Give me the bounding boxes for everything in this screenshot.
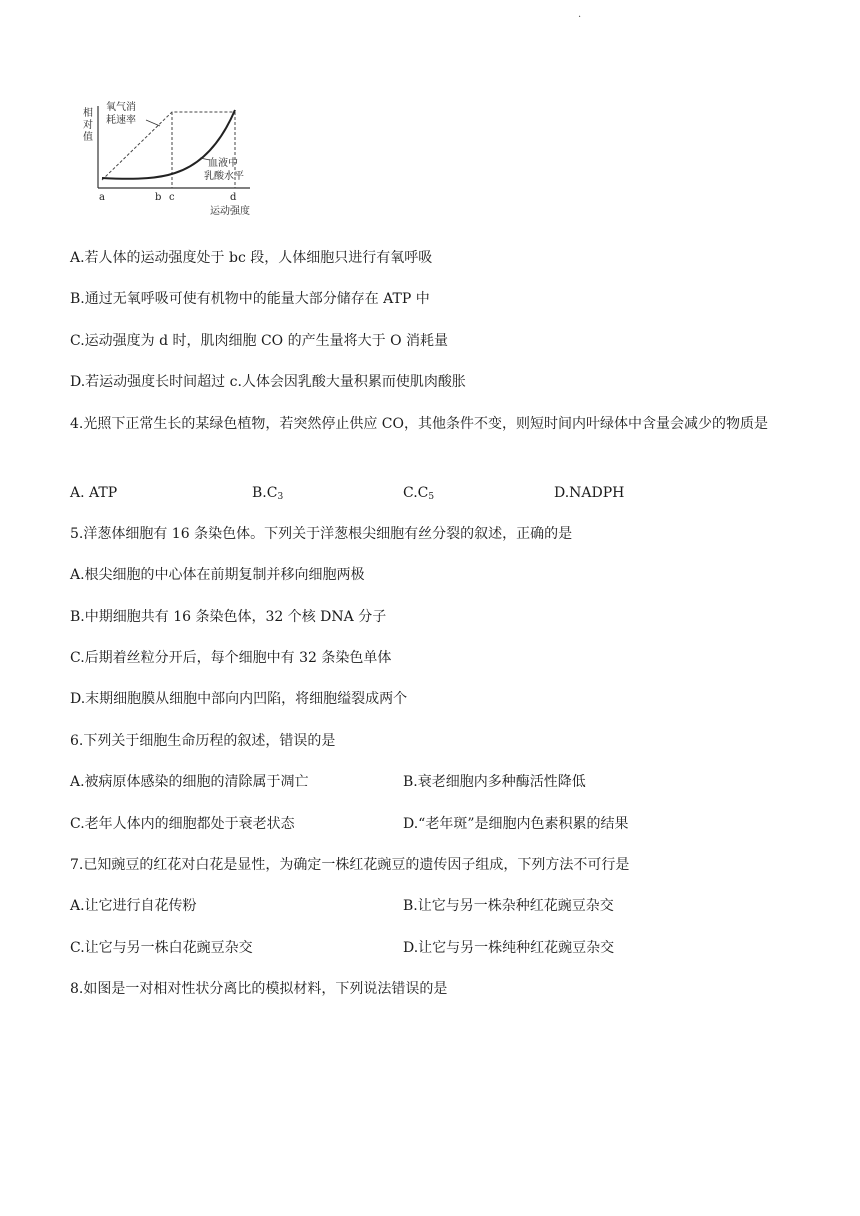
q7-option-a: A.让它进行自花传粉 — [70, 898, 197, 914]
q5-option-d: D.末期细胞膜从细胞中部向内凹陷，将细胞缢裂成两个 — [70, 691, 408, 707]
q8-stem: 8.如图是一对相对性状分离比的模拟材料，下列说法错误的是 — [70, 981, 448, 997]
q6-option-d: D.“老年斑”是细胞内色素积累的结果 — [403, 816, 629, 832]
q5-option-a: A.根尖细胞的中心体在前期复制并移向细胞两极 — [70, 567, 365, 583]
header-mark: · — [578, 12, 582, 23]
q6-option-a: A.被病原体感染的细胞的清除属于凋亡 — [70, 774, 309, 790]
oxygen-label-1: 氧气消 — [106, 102, 136, 113]
q7-option-c: C.让它与另一株白花豌豆杂交 — [70, 940, 253, 956]
oxygen-lactate-figure — [80, 100, 265, 220]
q6-option-c: C.老年人体内的细胞都处于衰老状态 — [70, 816, 295, 832]
x-tick-d: d — [230, 192, 237, 203]
q5-option-b: B.中期细胞共有 16 条染色体，32 个核 DNA 分子 — [70, 609, 387, 625]
q4-option-d: D.NADPH — [554, 485, 625, 501]
x-tick-a: a — [99, 192, 105, 203]
q7-option-b: B.让它与另一株杂种红花豌豆杂交 — [403, 898, 614, 914]
oxygen-label-2: 耗速率 — [106, 115, 136, 126]
q7-option-d: D.让它与另一株纯种红花豌豆杂交 — [403, 940, 615, 956]
x-tick-b: b — [155, 192, 162, 203]
y-axis-label: 相对值 — [83, 108, 93, 143]
lactate-label-2: 乳酸水平 — [204, 171, 244, 182]
x-axis-label: 运动强度 — [210, 206, 250, 217]
q5-option-c: C.后期着丝粒分开后，每个细胞中有 32 条染色单体 — [70, 650, 392, 666]
lactate-label-1: 血液中 — [208, 158, 238, 169]
q3-option-a: A.若人体的运动强度处于 bc 段，人体细胞只进行有氧呼吸 — [70, 250, 433, 266]
q4-stem: 4.光照下正常生长的某绿色植物，若突然停止供应 CO，其他条件不变，则短时间内叶绿体中含量会减少的物质是 — [70, 416, 768, 432]
q4-option-a: A. ATP — [70, 485, 118, 501]
x-tick-c: c — [169, 192, 175, 203]
q6-stem: 6.下列关于细胞生命历程的叙述，错误的是 — [70, 733, 336, 749]
q7-stem: 7.已知豌豆的红花对白花是显性，为确定一株红花豌豆的遗传因子组成，下列方法不可行是 — [70, 857, 630, 873]
q3-option-d: D.若运动强度长时间超过 c.人体会因乳酸大量积累而使肌肉酸胀 — [70, 374, 466, 390]
q6-option-b: B.衰老细胞内多种酶活性降低 — [403, 774, 586, 790]
q3-option-c: C.运动强度为 d 时，肌肉细胞 CO 的产生量将大于 O 消耗量 — [70, 333, 448, 349]
q5-stem: 5.洋葱体细胞有 16 条染色体。下列关于洋葱根尖细胞有丝分裂的叙述，正确的是 — [70, 526, 573, 542]
q4-option-c: $C.C_5$ — [403, 485, 435, 502]
q3-option-b: B.通过无氧呼吸可使有机物中的能量大部分储存在 ATP 中 — [70, 291, 430, 307]
q4-option-b: $B.C_3$ — [252, 485, 284, 502]
